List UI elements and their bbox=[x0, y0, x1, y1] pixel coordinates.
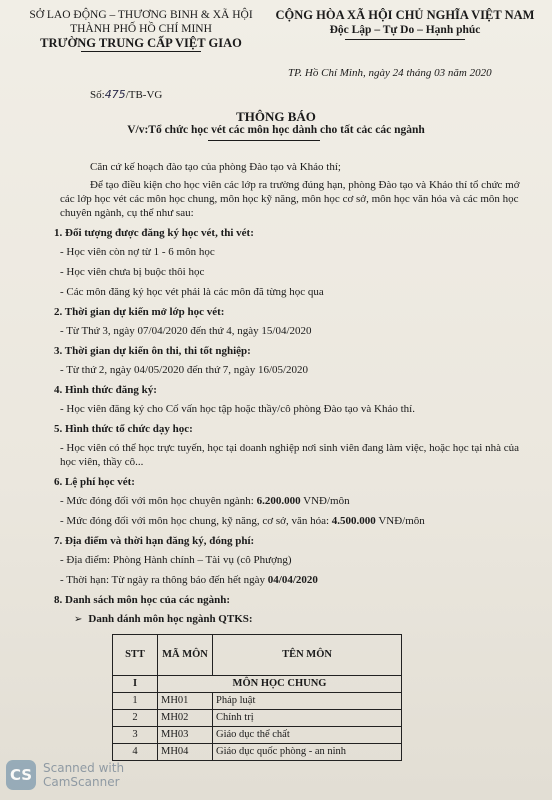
issuer-dept: SỞ LAO ĐỘNG – THƯƠNG BINH & XÃ HỘI bbox=[29, 9, 253, 21]
section-1-heading: 1. Đối tượng được đăng ký học vét, thi vét: bbox=[54, 227, 254, 239]
section-2-heading: 2. Thời gian dự kiến mở lớp học vét: bbox=[54, 306, 225, 318]
arrow-bullet-icon: ➢ bbox=[74, 614, 83, 625]
document-body bbox=[54, 160, 530, 761]
row-name: Chính trị bbox=[213, 710, 402, 727]
fee-amount: 4.500.000 bbox=[331, 515, 376, 527]
document-number bbox=[90, 88, 162, 101]
watermark-line-1: Scanned with bbox=[43, 761, 125, 775]
document-title: THÔNG BÁO bbox=[236, 109, 316, 124]
row-code: MH04 bbox=[158, 744, 213, 761]
watermark-text bbox=[43, 761, 124, 789]
row-name: Giáo dục quốc phòng - an ninh bbox=[213, 744, 402, 761]
deadline-date: 04/04/2020 bbox=[267, 574, 318, 586]
section-2-item: - Từ Thứ 3, ngày 07/04/2020 đến thứ 4, ngày 15/04/2020 bbox=[60, 325, 312, 337]
issuer-underline bbox=[81, 51, 201, 52]
watermark-line-2: CamScanner bbox=[43, 775, 120, 789]
registration-location: - Địa điểm: Phòng Hành chính – Tài vụ (cô Phượng) bbox=[60, 554, 292, 566]
row-name: Pháp luật bbox=[213, 693, 402, 710]
column-header-code: MÃ MÔN bbox=[158, 635, 213, 676]
document-date: TP. Hồ Chí Minh, ngày 24 tháng 03 năm 2020 bbox=[288, 67, 492, 79]
row-stt: 4 bbox=[113, 744, 158, 761]
national-title: CỘNG HÒA XÃ HỘI CHỦ NGHĨA VIỆT NAM bbox=[275, 8, 535, 22]
section-5-heading: 5. Hình thức tổ chức dạy học: bbox=[54, 423, 193, 435]
section-1-item: - Học viên còn nợ từ 1 - 6 môn học bbox=[60, 246, 215, 258]
group-stt: I bbox=[113, 676, 158, 693]
section-8-heading: 8. Danh sách môn học của các ngành: bbox=[54, 594, 231, 606]
section-3-heading: 3. Thời gian dự kiến ôn thi, thi tốt nghiệp: bbox=[54, 345, 251, 357]
section-5-item: - Học viên có thể học trực tuyến, học tại doanh nghiệp nơi sinh viên đang làm việc, hoặc học tại nhà của học viên, thầy cô... bbox=[60, 442, 519, 468]
row-stt: 1 bbox=[113, 693, 158, 710]
column-header-name: TÊN MÔN bbox=[213, 635, 402, 676]
fee-amount: 6.200.000 bbox=[256, 495, 301, 507]
fee-specialized bbox=[60, 494, 530, 508]
registration-deadline bbox=[60, 573, 530, 587]
section-1-item: - Các môn đăng ký học vét phải là các môn đã từng học qua bbox=[60, 286, 324, 298]
intro-paragraph-1: Căn cứ kế hoạch đào tạo của phòng Đào tạo và Khảo thí; bbox=[90, 161, 341, 173]
motto-underline bbox=[345, 39, 465, 40]
camscanner-watermark bbox=[6, 760, 124, 790]
row-stt: 3 bbox=[113, 727, 158, 744]
document-subtitle: V/v:Tổ chức học vét các môn học dành cho tất cảc các ngành bbox=[127, 124, 425, 136]
section-6-heading: 6. Lệ phí học vét: bbox=[54, 476, 135, 488]
fee-unit: VNĐ/môn bbox=[375, 515, 425, 527]
section-4-heading: 4. Hình thức đăng ký: bbox=[54, 384, 157, 396]
national-motto: Độc Lập – Tự Do – Hạnh phúc bbox=[329, 24, 481, 36]
issuer-school: TRƯỜNG TRUNG CẤP VIỆT GIAO bbox=[40, 36, 242, 50]
table-group-row bbox=[113, 676, 402, 693]
deadline-label: - Thời hạn: Từ ngày ra thông báo đến hết ngày bbox=[60, 574, 268, 586]
row-code: MH03 bbox=[158, 727, 213, 744]
column-header-stt: STT bbox=[113, 635, 158, 676]
subtitle-rule bbox=[208, 140, 320, 141]
issuer-header bbox=[26, 8, 256, 52]
table-row bbox=[113, 727, 402, 744]
issuer-city: THÀNH PHỐ HỒ CHÍ MINH bbox=[70, 23, 212, 35]
section-1-item: - Học viên chưa bị buộc thôi học bbox=[60, 266, 205, 278]
section-7-heading: 7. Địa điểm và thời hạn đăng ký, đóng phí: bbox=[54, 535, 255, 547]
table-header-row bbox=[113, 635, 402, 676]
course-list-subheading bbox=[74, 612, 530, 627]
row-code: MH02 bbox=[158, 710, 213, 727]
doc-number-prefix: Số: bbox=[90, 89, 105, 101]
row-stt: 2 bbox=[113, 710, 158, 727]
fee-unit: VNĐ/môn bbox=[300, 495, 350, 507]
camscanner-logo-icon: CS bbox=[6, 760, 36, 790]
table-row bbox=[113, 693, 402, 710]
row-name: Giáo dục thể chất bbox=[213, 727, 402, 744]
national-header bbox=[270, 8, 540, 40]
intro-paragraph-2: Để tạo điều kiện cho học viên các lớp ra trường đúng hạn, phòng Đào tạo và Khảo thí tổ chức mở các lớp học vét các môn học chung, môn học kỹ năng, môn học cơ sở, môn học văn hóa và các môn học chuyên ngành, cụ thể như sau: bbox=[60, 179, 520, 219]
section-4-item: - Học viên đăng ký cho Cố vấn học tập hoặc thầy/cô phòng Đào tạo và Khảo thí. bbox=[60, 403, 415, 415]
course-table bbox=[112, 634, 402, 761]
table-row bbox=[113, 710, 402, 727]
table-row bbox=[113, 744, 402, 761]
doc-number-suffix: /TB-VG bbox=[125, 89, 163, 101]
section-3-item: - Từ thứ 2, ngày 04/05/2020 đến thứ 7, ngày 16/05/2020 bbox=[60, 364, 309, 376]
row-code: MH01 bbox=[158, 693, 213, 710]
fee-label: - Mức đóng đối với môn học chung, kỹ năng, cơ sở, văn hóa: bbox=[60, 515, 332, 527]
fee-label: - Mức đóng đối với môn học chuyên ngành: bbox=[60, 495, 257, 507]
fee-general bbox=[60, 514, 530, 528]
course-list-title: Danh dánh môn học ngành QTKS: bbox=[88, 613, 253, 625]
doc-number-handwritten: 475 bbox=[104, 88, 126, 101]
group-name: MÔN HỌC CHUNG bbox=[158, 676, 402, 693]
